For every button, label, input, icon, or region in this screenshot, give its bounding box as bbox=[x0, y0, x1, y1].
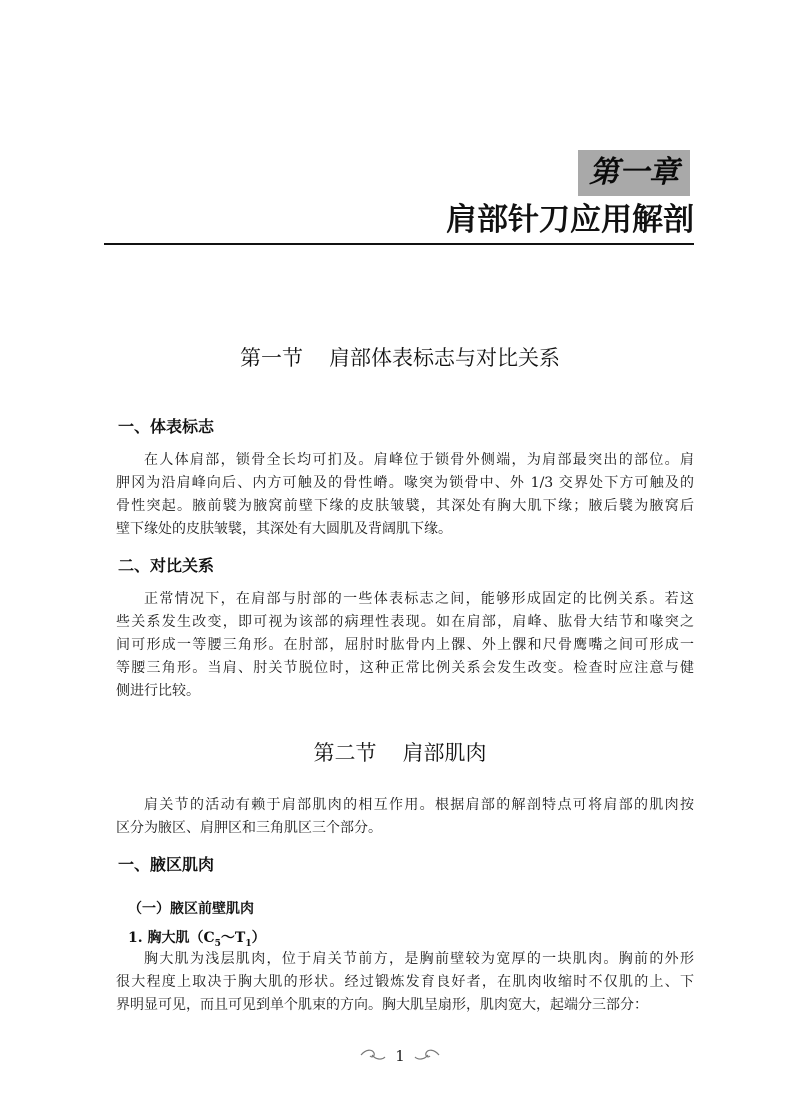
paragraph-line: 在人体肩部，锁骨全长均可扪及。肩峰位于锁骨外侧端，为肩部最突出的部位。肩 bbox=[144, 452, 694, 468]
paragraph-line: 些关系发生改变，即可视为该部的病理性表现。如在肩部，肩峰、肱骨大结节和喙突之 bbox=[116, 614, 694, 630]
subsection-heading: 一、体表标志 bbox=[118, 417, 215, 436]
page-number: 1 bbox=[395, 1047, 405, 1065]
page-footer bbox=[0, 1044, 800, 1068]
paragraph-line: 胸大肌为浅层肌肉，位于肩关节前方，是胸前壁较为宽厚的一块肌肉。胸前的外形 bbox=[144, 951, 694, 967]
chapter-title: 肩部针刀应用解剖 bbox=[446, 202, 694, 238]
paragraph-line: 很大程度上取决于胸大肌的形状。经过锻炼发育良好者，在肌肉收缩时不仅肌的上、下 bbox=[116, 974, 694, 990]
paragraph-line: 骨性突起。腋前襞为腋窝前壁下缘的皮肤皱襞，其深处有胸大肌下缘；腋后襞为腋窝后 bbox=[116, 498, 694, 514]
muscle-heading: 1. 胸大肌$(C_5\sim T_1)$ bbox=[128, 930, 266, 949]
section-number: 第二节 bbox=[313, 741, 377, 765]
paragraph-line: 区分为腋区、肩胛区和三角肌区三个部分。 bbox=[116, 820, 382, 836]
paragraph-line: 正常情况下，在肩部与肘部的一些体表标志之间，能够形成固定的比例关系。若这 bbox=[144, 591, 694, 607]
paragraph-line: 壁下缘处的皮肤皱襞，其深处有大圆肌及背阔肌下缘。 bbox=[116, 521, 452, 537]
paragraph-line: 间可形成一等腰三角形。在肘部，屈肘时肱骨内上髁、外上髁和尺骨鹰嘴之间可形成一 bbox=[116, 637, 694, 653]
section-name: 肩部肌肉 bbox=[402, 741, 487, 765]
paragraph-line: 等腰三角形。当肩、肘关节脱位时，这种正常比例关系会发生改变。检查时应注意与健 bbox=[116, 660, 694, 676]
subsubsection-heading: （一）腋区前壁肌肉 bbox=[128, 901, 254, 917]
paragraph-line: 界明显可见，而且可见到单个肌束的方向。胸大肌呈扇形，肌肉宽大，起端分三部分： bbox=[116, 997, 648, 1013]
paragraph-line: 肩关节的活动有赖于肩部肌肉的相互作用。根据肩部的解剖特点可将肩部的肌肉按 bbox=[144, 797, 694, 813]
chapter-label: 第一章 bbox=[578, 150, 690, 196]
chapter-rule bbox=[104, 243, 694, 245]
section-number: 第一节 bbox=[240, 346, 303, 370]
subsection-heading: 一、腋区肌肉 bbox=[118, 855, 215, 874]
swirl-ornament-right-icon bbox=[414, 1048, 440, 1062]
paragraph-line: 侧进行比较。 bbox=[116, 683, 200, 699]
section-title bbox=[0, 342, 800, 372]
paragraph-line: 胛冈为沿肩峰向后、内方可触及的骨性嵴。喙突为锁骨中、外 1/3 交界处下方可触及的 bbox=[116, 475, 694, 491]
subsection-heading: 二、对比关系 bbox=[118, 556, 215, 575]
swirl-ornament-left-icon bbox=[360, 1048, 386, 1062]
section-title bbox=[0, 737, 800, 767]
section-name: 肩部体表标志与对比关系 bbox=[329, 346, 560, 370]
